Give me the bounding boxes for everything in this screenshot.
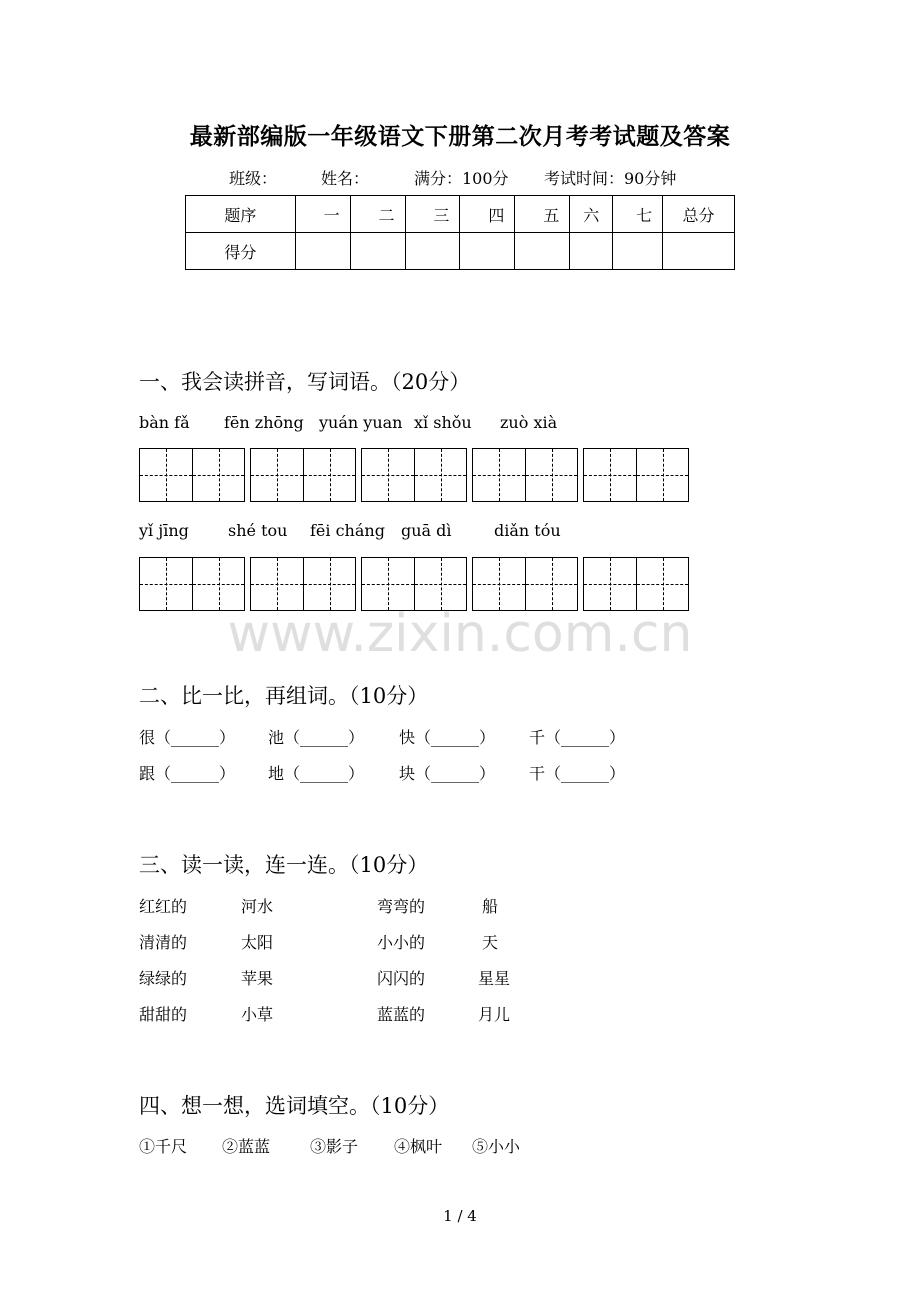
match-left-adjective[interactable]: 甜甜的 — [139, 1005, 188, 1024]
char-cell[interactable] — [192, 558, 244, 610]
score-cell[interactable] — [350, 233, 405, 270]
match-right-noun[interactable]: 天 — [482, 933, 499, 952]
compare-item[interactable]: 干（______） — [529, 764, 626, 783]
header-cell: 五 — [515, 196, 570, 233]
page-title: 最新部编版一年级语文下册第二次月考考试题及答案 — [189, 123, 731, 150]
compare-item[interactable]: 千（______） — [529, 728, 626, 747]
score-cell[interactable] — [295, 233, 350, 270]
match-right-noun[interactable]: 星星 — [478, 969, 511, 988]
char-cell[interactable] — [525, 558, 577, 610]
header-cell: 一 — [295, 196, 350, 233]
header-cell: 六 — [570, 196, 613, 233]
match-left-adjective[interactable]: 清清的 — [139, 933, 188, 952]
word-box[interactable] — [583, 557, 689, 611]
match-left-noun[interactable]: 小草 — [241, 1005, 274, 1024]
header-cell: 四 — [460, 196, 515, 233]
pinyin-item: xǐ shǒu — [414, 413, 472, 432]
compare-item[interactable]: 跟（______） — [139, 764, 236, 783]
header-cell: 题序 — [186, 196, 296, 233]
pinyin-item: bàn fǎ — [139, 413, 190, 432]
header-cell: 总分 — [663, 196, 735, 233]
class-label: 班级： — [229, 169, 278, 188]
char-cell[interactable] — [362, 449, 414, 501]
match-right-adjective[interactable]: 闪闪的 — [377, 969, 426, 988]
compare-item[interactable]: 池（______） — [268, 728, 365, 747]
word-box[interactable] — [250, 448, 356, 502]
char-cell[interactable] — [414, 558, 466, 610]
char-cell[interactable] — [251, 449, 303, 501]
score-cell[interactable] — [570, 233, 613, 270]
char-cell[interactable] — [473, 449, 525, 501]
char-cell[interactable] — [192, 449, 244, 501]
match-left-noun[interactable]: 苹果 — [241, 969, 274, 988]
match-right-adjective[interactable]: 弯弯的 — [377, 897, 426, 916]
char-cell[interactable] — [414, 449, 466, 501]
char-cell[interactable] — [584, 449, 636, 501]
word-option: ③影子 — [310, 1137, 359, 1156]
score-cell[interactable] — [663, 233, 735, 270]
name-label: 姓名： — [321, 169, 370, 188]
score-cell[interactable] — [405, 233, 460, 270]
header-cell: 二 — [350, 196, 405, 233]
match-left-noun[interactable]: 河水 — [241, 897, 274, 916]
char-cell[interactable] — [473, 558, 525, 610]
writing-grid-row-2 — [139, 557, 689, 611]
exam-time: 考试时间：90分钟 — [544, 169, 677, 188]
writing-grid-row-1 — [139, 448, 689, 502]
pinyin-item: shé tou — [228, 521, 288, 540]
compare-item[interactable]: 块（______） — [399, 764, 496, 783]
section4-heading: 四、想一想，选词填空。（10分） — [139, 1094, 450, 1118]
compare-item[interactable]: 地（______） — [268, 764, 365, 783]
section1-heading: 一、我会读拼音，写词语。（20分） — [139, 370, 471, 394]
match-right-adjective[interactable]: 小小的 — [377, 933, 426, 952]
match-left-adjective[interactable]: 红红的 — [139, 897, 188, 916]
compare-item[interactable]: 很（______） — [139, 728, 236, 747]
match-right-noun[interactable]: 船 — [482, 897, 499, 916]
header-cell: 三 — [405, 196, 460, 233]
score-cell[interactable] — [515, 233, 570, 270]
pinyin-item: diǎn tóu — [494, 521, 561, 540]
char-cell[interactable] — [303, 558, 355, 610]
full-score: 满分：100分 — [414, 169, 509, 188]
section2-heading: 二、比一比，再组词。（10分） — [139, 684, 429, 708]
word-box[interactable] — [361, 448, 467, 502]
match-right-adjective[interactable]: 蓝蓝的 — [377, 1005, 426, 1024]
word-box[interactable] — [472, 448, 578, 502]
word-option: ②蓝蓝 — [222, 1137, 271, 1156]
compare-item[interactable]: 快（______） — [399, 728, 496, 747]
score-row-label: 得分 — [186, 233, 296, 270]
pinyin-item: fēi cháng — [310, 521, 385, 540]
word-box[interactable] — [139, 448, 245, 502]
word-box[interactable] — [361, 557, 467, 611]
char-cell[interactable] — [251, 558, 303, 610]
match-left-adjective[interactable]: 绿绿的 — [139, 969, 188, 988]
char-cell[interactable] — [303, 449, 355, 501]
word-box[interactable] — [139, 557, 245, 611]
word-option: ⑤小小 — [472, 1137, 521, 1156]
watermark: www.zixin.com.cn — [227, 604, 693, 664]
char-cell[interactable] — [636, 558, 688, 610]
score-table-row — [186, 233, 735, 270]
word-option: ④枫叶 — [394, 1137, 443, 1156]
score-table — [185, 195, 735, 270]
pinyin-item: yǐ jīng — [139, 521, 189, 540]
char-cell[interactable] — [140, 558, 192, 610]
char-cell[interactable] — [140, 449, 192, 501]
pinyin-item: fēn zhōng — [224, 413, 304, 432]
score-cell[interactable] — [613, 233, 663, 270]
word-box[interactable] — [250, 557, 356, 611]
char-cell[interactable] — [362, 558, 414, 610]
pinyin-item: zuò xià — [500, 413, 558, 432]
score-cell[interactable] — [460, 233, 515, 270]
char-cell[interactable] — [584, 558, 636, 610]
page-number: 1 / 4 — [443, 1207, 477, 1225]
match-left-noun[interactable]: 太阳 — [241, 933, 274, 952]
char-cell[interactable] — [636, 449, 688, 501]
pinyin-item: yuán yuan — [319, 413, 403, 432]
header-cell: 七 — [613, 196, 663, 233]
word-option: ①千尺 — [139, 1137, 188, 1156]
word-box[interactable] — [472, 557, 578, 611]
pinyin-item: guā dì — [401, 521, 452, 540]
match-right-noun[interactable]: 月儿 — [478, 1005, 511, 1024]
word-box[interactable] — [583, 448, 689, 502]
section3-heading: 三、读一读，连一连。（10分） — [139, 853, 429, 877]
score-table-header-row — [186, 196, 735, 233]
char-cell[interactable] — [525, 449, 577, 501]
